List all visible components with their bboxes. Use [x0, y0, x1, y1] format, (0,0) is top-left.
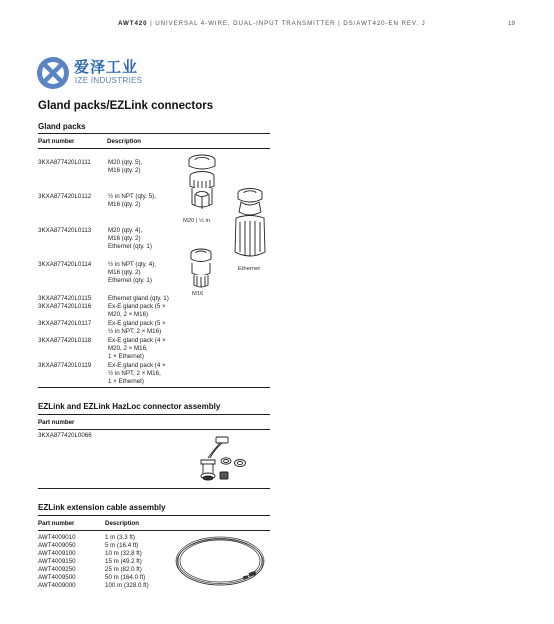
table-row-desc: Ex-E gland pack (4 × ½ in NPT, 2 × M16, 1 × Ethernet) [108, 362, 166, 385]
table-row-desc: Ex-E gland pack (5 × ½ in NPT, 2 × M16) [108, 320, 166, 335]
header-subtitle: | UNIVERSAL 4-WIRE, DUAL-INPUT TRANSMITTER | DS/AWT420-EN REV. J [150, 20, 426, 27]
table-row-part: AWT4009150 [38, 558, 76, 565]
table-row-part: 3KXA877420L0117 [38, 320, 92, 327]
document-header [118, 20, 426, 27]
ethernet-gland-icon [230, 186, 270, 266]
table-row-part: 3KXA877420L0116 [38, 303, 92, 310]
table-row-part: 3KXA877420L0113 [38, 227, 92, 234]
ezlink-assembly-heading: EZLink and EZLink HazLoc connector assembly [38, 402, 221, 411]
m20-gland-icon [182, 152, 222, 222]
ezlink-cable-heading: EZLink extension cable assembly [38, 503, 166, 512]
table-row-desc: 1 m (3.3 ft) [105, 534, 135, 541]
table-row-desc: 25 m (82.0 ft) [105, 566, 142, 573]
page-number: 19 [508, 20, 515, 27]
table-row-desc: ½ in NPT (qty. 5), M16 (qty. 2) [108, 193, 156, 208]
table-row-part: 3KXA877420L0118 [38, 337, 92, 344]
table-row-part: 3KXA877420L0066 [38, 432, 92, 439]
gland-packs-col-desc: Description [107, 138, 142, 145]
cable-desc-list [105, 534, 149, 590]
page-title: Gland packs/EZLink connectors [38, 100, 214, 112]
table-row-desc: Ex-E gland pack (4 × M20, 2 × M16, 1 × Ethernet) [108, 337, 166, 360]
table-row-desc: Ethernet gland (qty. 1) [108, 295, 169, 302]
table-row-part: AWT4009500 [38, 574, 76, 581]
table-row-part: 3KXA877420L0111 [38, 159, 91, 166]
table-row-desc: 15 m (49.2 ft) [105, 558, 142, 565]
table-row-desc: 100 m (328.0 ft) [105, 582, 149, 589]
company-logo [36, 56, 206, 92]
m16-gland-icon [185, 247, 217, 289]
table-row-part: 3KXA877420L0114 [38, 261, 92, 268]
table-row-desc: 5 m (16.4 ft) [105, 542, 139, 549]
table-row-desc: M20 (qty. 5), M16 (qty. 2) [108, 159, 143, 174]
table-row-desc: 10 m (32.8 ft) [105, 550, 142, 557]
table-row-desc: 50 m (164.0 ft) [105, 574, 146, 581]
product-name: AWT420 [118, 20, 148, 27]
m20-gland-caption: M20 | ½ in [183, 218, 210, 224]
table-row-part: AWT4009100 [38, 550, 76, 557]
table-row-part: 3KXA877420L0119 [38, 362, 92, 369]
table-row-part: AWT4009250 [38, 566, 76, 573]
logo-mark-icon [36, 56, 70, 90]
ethernet-gland-caption: Ethernet [238, 266, 260, 272]
ezlink-assembly-bottom-rule [38, 488, 270, 489]
table-row-part: AWT4009050 [38, 542, 76, 549]
logo-chinese-name: 爱泽工业 [74, 58, 139, 76]
ezlink-cable-header-rule [38, 530, 270, 531]
cable-part-list [38, 534, 76, 590]
table-row-desc: ½ in NPT (qty. 4), M16 (qty. 2) Ethernet (qty. 1) [108, 261, 156, 284]
ezlink-cable-col-desc: Description [105, 520, 140, 527]
gland-packs-bottom-rule [38, 387, 270, 388]
ezlink-assembly-col-part: Part number [38, 419, 75, 426]
gland-packs-header-rule [38, 148, 270, 149]
gland-packs-heading: Gland packs [38, 122, 86, 131]
logo-english-name: IZE INDUSTRIES [75, 76, 143, 85]
table-row-part: AWT4009010 [38, 534, 76, 541]
gland-packs-col-part: Part number [38, 138, 75, 145]
ezlink-connector-assembly-icon [196, 434, 256, 484]
ezlink-assembly-top-rule [38, 414, 270, 415]
ezlink-assembly-header-rule [38, 429, 270, 430]
table-row-part: 3KXA877420L0112 [38, 193, 92, 200]
table-row-desc: Ex-E gland pack (5 × M20, 2 × M16) [108, 303, 166, 318]
m16-gland-caption: M16 [192, 291, 204, 297]
ezlink-cable-col-part: Part number [38, 520, 75, 527]
table-row-part: AWT4009000 [38, 582, 76, 589]
table-row-part: 3KXA877420L0115 [38, 295, 92, 302]
extension-cable-coil-icon [173, 532, 269, 590]
table-row-desc: M20 (qty. 4), M16 (qty. 2) Ethernet (qty. 1) [108, 227, 152, 250]
ezlink-cable-top-rule [38, 515, 270, 516]
gland-packs-top-rule [38, 133, 270, 134]
